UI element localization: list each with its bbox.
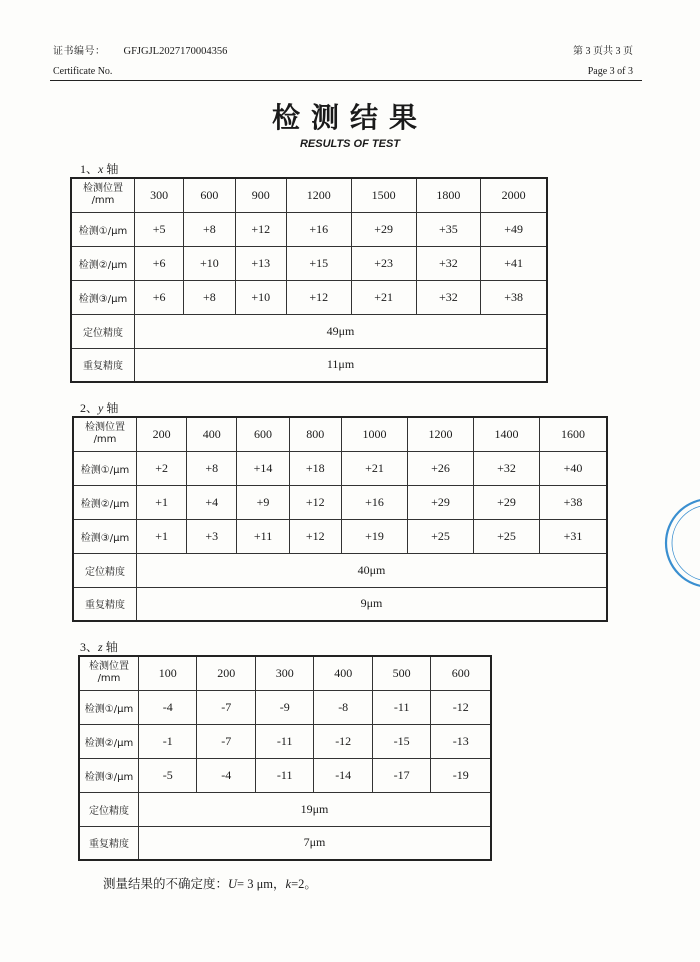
position-cell: 800 (289, 417, 341, 451)
value-cell: +3 (187, 519, 237, 553)
positioning-accuracy-row (73, 553, 607, 587)
results-table-x (70, 177, 548, 383)
positioning-accuracy-value: 49μm (135, 314, 548, 348)
value-cell: +18 (289, 451, 341, 485)
note-k-value: =2。 (291, 877, 317, 891)
position-cell: 400 (187, 417, 237, 451)
test2-label: 检测②/μm (79, 724, 139, 758)
value-cell: +1 (137, 485, 187, 519)
value-cell: +16 (341, 485, 407, 519)
position-cell: 200 (197, 656, 255, 690)
repeatability-label: 重复精度 (79, 826, 139, 860)
value-cell: +23 (351, 246, 416, 280)
table-row-test2 (73, 485, 607, 519)
repeatability-row (79, 826, 491, 860)
section-title-y (80, 399, 118, 416)
position-cell: 1400 (474, 417, 540, 451)
positioning-accuracy-row (79, 792, 491, 826)
position-cell: 1600 (540, 417, 607, 451)
value-cell: +29 (474, 485, 540, 519)
repeatability-label: 重复精度 (73, 587, 137, 621)
value-cell: +2 (137, 451, 187, 485)
page-indicator (573, 42, 633, 82)
value-cell: -4 (197, 758, 255, 792)
test3-label: 检测③/μm (73, 519, 137, 553)
position-header-line1: 检测位置 (89, 661, 129, 673)
value-cell: +10 (184, 246, 235, 280)
value-cell: +8 (187, 451, 237, 485)
value-cell: -5 (139, 758, 197, 792)
table-row-test3 (79, 758, 491, 792)
value-cell: +21 (351, 280, 416, 314)
position-header-line2: /mm (91, 195, 115, 207)
page-title: 检测结果 (271, 101, 428, 134)
value-cell: -12 (431, 690, 491, 724)
section-prefix: 2、 (80, 401, 99, 415)
uncertainty-note (103, 874, 317, 892)
test3-label: 检测③/μm (79, 758, 139, 792)
page-indicator-en: Page 3 of 3 (587, 66, 633, 77)
value-cell: +35 (416, 212, 481, 246)
position-header-line2: /mm (93, 434, 117, 446)
results-table-y (72, 416, 608, 622)
test1-label: 检测①/μm (79, 690, 139, 724)
results-table-z (78, 655, 492, 861)
value-cell: +15 (286, 246, 351, 280)
value-cell: +41 (481, 246, 547, 280)
value-cell: +8 (184, 212, 235, 246)
value-cell: +6 (135, 246, 184, 280)
official-seal-icon (648, 497, 700, 589)
certificate-label-en: Certificate No. (53, 66, 113, 77)
position-cell: 1500 (351, 178, 416, 212)
value-cell: +6 (135, 280, 184, 314)
position-header-line1: 检测位置 (83, 183, 123, 195)
table-row-test1 (73, 451, 607, 485)
positioning-accuracy-value: 19μm (139, 792, 492, 826)
section-suffix: 轴 (103, 401, 119, 415)
section-prefix: 1、 (80, 162, 99, 176)
value-cell: -11 (255, 758, 313, 792)
value-cell: +12 (289, 485, 341, 519)
repeatability-label: 重复精度 (71, 348, 135, 382)
position-cell: 900 (235, 178, 286, 212)
test2-label: 检测②/μm (73, 485, 137, 519)
position-cell: 400 (314, 656, 372, 690)
table-header-row (71, 178, 547, 212)
value-cell: +14 (237, 451, 289, 485)
position-cell: 300 (135, 178, 184, 212)
seal-ring (666, 499, 700, 587)
table-row-test1 (71, 212, 547, 246)
value-cell: +21 (341, 451, 407, 485)
repeatability-value: 7μm (139, 826, 492, 860)
test3-label: 检测③/μm (71, 280, 135, 314)
position-cell: 600 (237, 417, 289, 451)
value-cell: -12 (314, 724, 372, 758)
test2-label: 检测②/μm (71, 246, 135, 280)
value-cell: -15 (372, 724, 430, 758)
table-row-test1 (79, 690, 491, 724)
section-suffix: 轴 (102, 640, 118, 654)
value-cell: +9 (237, 485, 289, 519)
repeatability-value: 11μm (135, 348, 548, 382)
positioning-accuracy-label: 定位精度 (71, 314, 135, 348)
axis-name: y (98, 401, 104, 415)
value-cell: -8 (314, 690, 372, 724)
page-subtitle: RESULTS OF TEST (299, 138, 401, 150)
value-cell: -4 (139, 690, 197, 724)
position-cell: 1200 (407, 417, 473, 451)
value-cell: +10 (235, 280, 286, 314)
table-row-test2 (79, 724, 491, 758)
note-u-value: = 3 μm， (237, 877, 286, 891)
value-cell: -7 (197, 690, 255, 724)
value-cell: +19 (341, 519, 407, 553)
value-cell: -7 (197, 724, 255, 758)
position-header-cell (79, 656, 139, 690)
repeatability-value: 9μm (137, 587, 608, 621)
value-cell: +32 (416, 246, 481, 280)
axis-name: z (98, 640, 103, 654)
section-suffix: 轴 (103, 162, 119, 176)
position-header-cell (71, 178, 135, 212)
value-cell: -13 (431, 724, 491, 758)
positioning-accuracy-label: 定位精度 (73, 553, 137, 587)
value-cell: +38 (481, 280, 547, 314)
header-divider (50, 80, 642, 81)
value-cell: +31 (540, 519, 607, 553)
position-header-line2: /mm (97, 673, 121, 685)
table-row-test2 (71, 246, 547, 280)
certificate-number: GFJGJL2027170004356 (123, 46, 228, 57)
page-indicator-cn: 第 3 页共 3 页 (573, 46, 633, 57)
position-cell: 2000 (481, 178, 547, 212)
position-cell: 100 (139, 656, 197, 690)
position-cell: 600 (431, 656, 491, 690)
value-cell: +5 (135, 212, 184, 246)
value-cell: +29 (407, 485, 473, 519)
value-cell: -17 (372, 758, 430, 792)
table-row-test3 (71, 280, 547, 314)
value-cell: +1 (137, 519, 187, 553)
value-cell: +4 (187, 485, 237, 519)
positioning-accuracy-value: 40μm (137, 553, 608, 587)
certificate-label-cn: 证书编号： (53, 46, 106, 57)
value-cell: -11 (372, 690, 430, 724)
repeatability-row (73, 587, 607, 621)
value-cell: -11 (255, 724, 313, 758)
certificate-header (53, 42, 227, 82)
value-cell: -9 (255, 690, 313, 724)
position-cell: 1200 (286, 178, 351, 212)
section-title-x (80, 160, 118, 177)
value-cell: -19 (431, 758, 491, 792)
value-cell: +38 (540, 485, 607, 519)
positioning-accuracy-row (71, 314, 547, 348)
value-cell: +11 (237, 519, 289, 553)
value-cell: -14 (314, 758, 372, 792)
table-header-row (79, 656, 491, 690)
value-cell: -1 (139, 724, 197, 758)
position-cell: 500 (372, 656, 430, 690)
position-header-cell (73, 417, 137, 451)
position-cell: 1000 (341, 417, 407, 451)
table-row-test3 (73, 519, 607, 553)
note-u-symbol: U (228, 877, 238, 891)
position-cell: 600 (184, 178, 235, 212)
note-k-symbol: k (285, 877, 292, 891)
table-header-row (73, 417, 607, 451)
value-cell: +29 (351, 212, 416, 246)
position-header-line1: 检测位置 (85, 422, 125, 434)
note-text: 测量结果的不确定度： (103, 877, 229, 891)
test1-label: 检测①/μm (73, 451, 137, 485)
value-cell: +12 (289, 519, 341, 553)
value-cell: +40 (540, 451, 607, 485)
value-cell: +32 (474, 451, 540, 485)
axis-name: x (98, 162, 104, 176)
positioning-accuracy-label: 定位精度 (79, 792, 139, 826)
position-cell: 1800 (416, 178, 481, 212)
position-cell: 300 (255, 656, 313, 690)
section-title-z (80, 638, 118, 655)
repeatability-row (71, 348, 547, 382)
value-cell: +25 (407, 519, 473, 553)
value-cell: +12 (235, 212, 286, 246)
value-cell: +26 (407, 451, 473, 485)
value-cell: +13 (235, 246, 286, 280)
value-cell: +12 (286, 280, 351, 314)
value-cell: +49 (481, 212, 547, 246)
test1-label: 检测①/μm (71, 212, 135, 246)
value-cell: +32 (416, 280, 481, 314)
value-cell: +16 (286, 212, 351, 246)
position-cell: 200 (137, 417, 187, 451)
value-cell: +25 (474, 519, 540, 553)
value-cell: +8 (184, 280, 235, 314)
section-prefix: 3、 (80, 640, 99, 654)
